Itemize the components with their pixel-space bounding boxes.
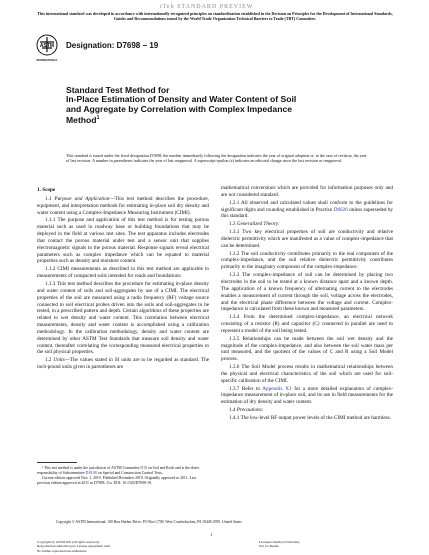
para-1-2-num: 1.2 (45, 357, 52, 364)
para-1-4 (221, 407, 393, 414)
para-1-3-7-a: 1.3.7 Refer to (229, 385, 261, 392)
footnotes (37, 466, 209, 487)
license-block (37, 540, 407, 553)
para-1-3-5: 1.3.5 Relationships can be made between the soil wet density and the magnitude of the complex-impedance, and also between the soil water mass per unit measured, and the quotient of the values of C and R using a Soil Model process. (221, 335, 393, 363)
para-1-4-num: 1.4 (229, 407, 236, 414)
para-1-2-text: —The values stated in SI units are to be regarded as standard. The inch-pound units given in parentheses are (37, 357, 209, 371)
watermark-text: iTeh STANDARD PREVIEW (160, 4, 254, 10)
link-appendix-x1[interactable]: Appendix X1 (262, 385, 292, 392)
para-1-3-4: 1.3.4 From the determined complex-impedance, an electrical network consisting of a resistor (R) and capacitor (C) connected in parallel are used to represent a model of the soil being tested. (221, 314, 393, 334)
para-1-1 (37, 196, 209, 217)
para-1-3-7 (221, 386, 393, 407)
link-d18[interactable]: D18 (140, 466, 147, 470)
para-1-3-1: 1.3.1 Two key electrical properties of soil are conductivity and relative dielectric permittivity which are manifested as a value of complex-impedance that can be determined. (221, 229, 393, 249)
para-1-2-1-b: unless superseded by this standard. (221, 206, 393, 220)
para-1-1-text: —This test method describes the procedure, equipment, and interpretation methods for estimating in-place soil dry density and water content using a Complex-Impedance Measuring Instrument (CIMI). (37, 195, 209, 216)
license-right-2: Not for Resale (259, 544, 279, 549)
para-1-1-label: Purpose and Application (54, 195, 110, 202)
para-1-3 (221, 221, 393, 228)
designation: Designation: D7698 − 19 (66, 41, 159, 50)
license-right (259, 540, 409, 549)
footnote-2: Current edition approved Nov. 1, 2019. Published December 2019. Originally approved in 2011. Last previous edition approved in 2011 as D7698–11a. DOI: 10.1520/D7698-19. (37, 476, 196, 486)
astm-logo-icon (36, 34, 58, 64)
para-1-2-label: Units (53, 357, 65, 364)
page-number: 1 (210, 532, 213, 537)
title-line-1: Standard Test Method for (66, 85, 170, 95)
right-column (221, 185, 393, 470)
link-d6026[interactable]: D6026 (333, 206, 348, 213)
para-1-2-cont: mathematical conversions which are provided for information purposes only and are not considered standard. (221, 185, 393, 198)
title-line-4 (66, 114, 366, 125)
para-1-1-1: 1.1.1 The purpose and application of this test method is for testing porous material such as used in roadway base or building foundations that may be deployed in the field at various test sites. The test apparatus includes electrodes that contact the porous material under test and a sensor unit that supplies electromagnetic signals to the porous material. Response signals reveal electrical parameters such as complex impedance which can be equated to material properties such as density and moisture content. (37, 217, 209, 265)
footnote-1-a: ¹ This test method is under the jurisdiction of ASTM Committee (42, 466, 140, 470)
para-1-2 (37, 357, 209, 371)
logo-text: ASTM (39, 43, 55, 49)
footnote-1-c: on Special and Construction Control Tests. (97, 470, 163, 475)
para-1-4-label: Precautions: (236, 407, 264, 414)
footnote-1-b: on Soil and Rock and is the direct responsibility of Subcommittee (37, 466, 200, 475)
top-notice: This international standard was developed in accordance with internationally recognized principles on standardization established in the Decision on Principles for the Development of International Standards, Guides and Recommendations issued by the World Trade Organization Technical Barriers to Trade (TBT) Committee. (37, 11, 393, 21)
para-1-2-1 (221, 200, 393, 221)
issue-note: This standard is issued under the fixed designation D7698; the number immediately following the designation indicates the year of original adoption or, in the case of revision, the year of last revision. A number in parentheses indicates the year of last reapproval. A superscript epsilon (ε) indicates an editorial change since the last revision or reapproval. (66, 153, 367, 163)
para-1-1-2: 1.1.2 CIMI measurements as described in this test method are applicable to measurements of compacted soils intended for roads and foundations. (37, 266, 209, 280)
para-1-3-2: 1.3.2 The soil conductivity contributes primarily to the real component of the complex-impedance, and the soil relative dielectric permittivity contributes primarily to the imaginary component of the complex-impedance. (221, 250, 393, 271)
copyright-line: Copyright © ASTM International, 100 Barr Harbor Drive, PO Box C700, West Conshohocken, PA 19428-2959. United States (56, 520, 242, 524)
footnote-divider (37, 462, 77, 463)
title-line-4-text: Method (66, 115, 97, 126)
license-left-2: Reproduction authorized per License Agreement with (37, 544, 110, 549)
para-1-3-label: Generalized Theory: (236, 221, 280, 228)
para-1-1-num: 1.1 (45, 195, 52, 202)
license-left-3: No further reproductions authorized. (37, 548, 87, 553)
para-1-3-num: 1.3 (229, 221, 236, 228)
para-1-3-6: 1.3.6 The Soil Model process results in mathematical relationships between the physical and electrical characteristics of the soil which are used for soil-specific calibration of the CIMI. (221, 364, 393, 384)
para-1-3-3: 1.3.3 The complex-impedance of soil can be determined by placing two electrodes in the soil to be tested at a known distance apart and a known depth. The application of a known frequency of alternating current to the electrodes enables a measurement of current through the soil, voltage across the electrodes, and the electrical phase difference between the voltage and current. Complex-impedance is calculated from these known and measured parameters. (221, 272, 393, 313)
logo-subtext: INTERNATIONAL (36, 59, 58, 62)
link-d18-08[interactable]: D18.08 (85, 470, 97, 475)
license-right-1: Licensee=Stanford University (259, 540, 300, 544)
para-1-2-1-a: 1.2.1 All observed and calculated values shall conform to the guidelines for significant digits and rounding established in Practice (221, 199, 393, 213)
para-1-3-7-b: for a more detailed explanation of complex-impedance measurement of in-place soil, and its use in field measurements for the estimation of dry density and water content. (221, 385, 393, 406)
document-title (66, 86, 366, 125)
title-line-2: In-Place Estimation of Density and Water Content of Soil (66, 94, 297, 105)
title-footnote-mark: 1 (96, 115, 100, 122)
title-line-3: and Aggregate by Correlation with Complex Impedance (66, 103, 293, 114)
para-1-1-3: 1.1.3 This test method describes the procedure for estimating in-place density and water content of soils and soil-aggregates by use of a CIMI. The electrical properties of the soil are measured using a radio frequency (RF) voltage source connected to soil electrical probes driven into the soils and soil-aggregates to be tested, in a prescribed pattern and depth. Certain algorithms of these properties are related to wet density and water content. This correlation between electrical measurements, density and water content is accomplished using a calibration methodology. In the calibration methodology, density and water content are determined by other ASTM Test Standards that measure soil density and water content, thereafter correlating the corresponding measured electrical properties to the soil physical properties. (37, 280, 209, 356)
para-1-4-1: 1.4.1 The low-level RF output power levels of the CIMI method are harmless. (229, 415, 391, 421)
scope-heading: 1. Scope (37, 187, 56, 193)
license-left-1: Copyright by ASTM Int'l (all rights reserved); (37, 540, 100, 544)
footnote-1 (37, 466, 209, 475)
